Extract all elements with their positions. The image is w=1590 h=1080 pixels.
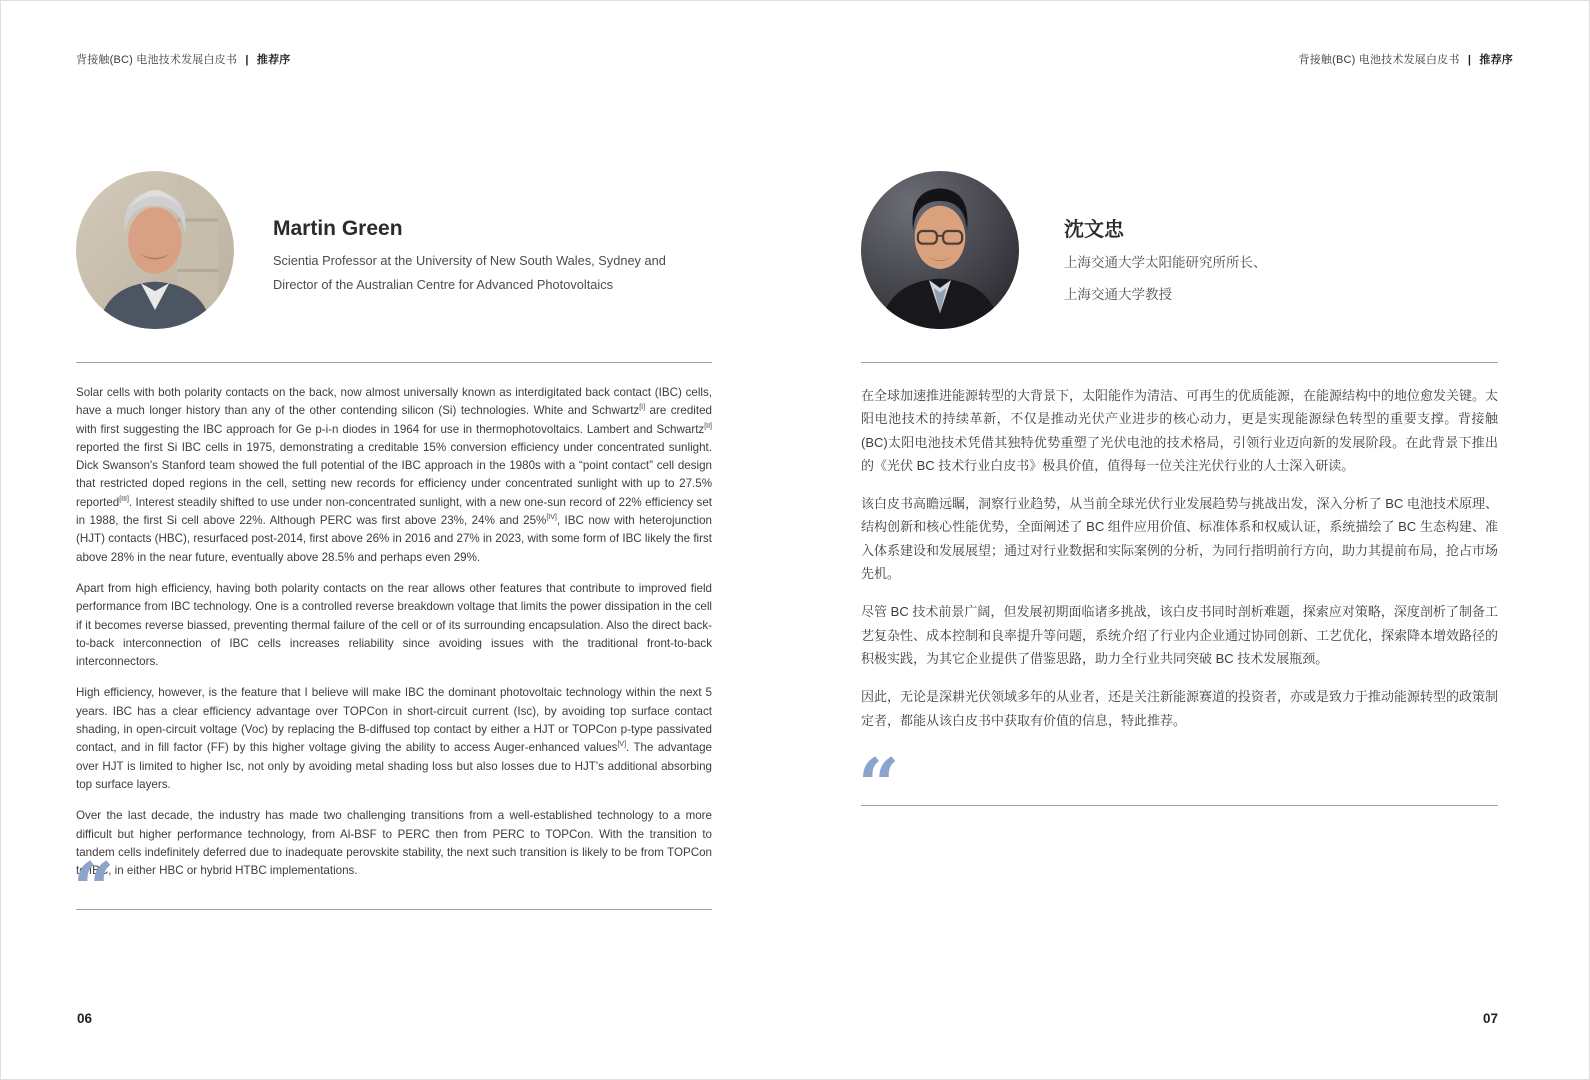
body-paragraph: Apart from high efficiency, having both polarity contacts on the rear allows other features that contribute to improved field performance from IBC technology. One is a controlled reverse breakdown voltage that limits the power dissipation in the cell if it becomes reverse biassed, preventing thermal failure of the cell or of its surrounding encapsulation. Also the direct back-to-back interconnection of IBC cells increases reliability since avoiding issues with the traditional front-to-back interconnectors. — [76, 581, 712, 669]
profile-name-shen-wenzhong: 沈文忠 — [1064, 219, 1124, 241]
martin-green-photo — [76, 171, 234, 329]
body-paragraph: 该白皮书高瞻远瞩，洞察行业趋势，从当前全球光伏行业发展趋势与挑战出发，深入分析了 BC 电池技术原理、结构创新和核心性能优势，全面阐述了 BC 组件应用价值、标准体系和权威认证，系统描绘了 BC 生态构建、准入体系建设和发展展望；通过对行业数据和实际案例的分析，为同行指明前行方向，助力其提前布局，抢占市场先机。 — [861, 496, 1499, 582]
divider — [76, 909, 712, 910]
profile-title-line: 上海交通大学教授 — [1064, 287, 1172, 302]
page-header-right — [1299, 51, 1513, 67]
body-paragraph: High efficiency, however, is the feature that I believe will make IBC the dominant photovoltaic technology within the next 5 years. IBC has a clear efficiency advantage over TOPCon in short-circuit current (Isc), by avoiding top surface contact shading, in open-circuit voltage (Voc) by replacing the B-diffused top contact by either a HJT or TOPCon p-type passivated contact, and in fill factor (FF) by this higher voltage giving the ability to access Auger-enhanced values[V]. The advantage over HJT is limited to higher Isc, not only by avoiding metal shading loss but also losses due to HJT's additional absorbing top surface layers. — [76, 686, 712, 791]
quote-icon: “ — [858, 753, 900, 805]
body-paragraph: Over the last decade, the industry has made two challenging transitions from a well-established technology to a more difficult but higher performance technology, from Al-BSF to PERC then from PERC to TOPCon. With the transition to tandem cells indefinitely deferred due to inadequate perovskite stability, the next such transition is likely to be from TOPCon to IBC, in either HBC or hybrid HTBC implementations. — [76, 809, 712, 878]
page-header-left — [76, 51, 290, 67]
profile-name-martin-green: Martin Green — [273, 217, 403, 240]
quote-icon: “ — [73, 857, 115, 909]
recommendation-text-cn — [861, 384, 1498, 747]
profile-title-martin-green: Scientia Professor at the University of New South Wales, Sydney and Director of the Australian Centre for Advanced Photovoltaics — [273, 253, 666, 292]
profile-title-shen-wenzhong — [1064, 247, 1267, 311]
page-number-right: 07 — [1483, 1011, 1499, 1026]
body-paragraph: 在全球加速推进能源转型的大背景下，太阳能作为清洁、可再生的优质能源，在能源结构中的地位愈发关键。太阳电池技术的持续革新，不仅是推动光伏产业进步的核心动力，更是实现能源绿色转型的重要支撑。背接触(BC)太阳电池技术凭借其独特优势重塑了光伏电池的技术格局，引领行业迈向新的发展阶段。在此背景下推出的《光伏 BC 技术行业白皮书》极具价值，值得每一位关注光伏行业的人士深入研读。 — [861, 388, 1499, 473]
shen-wenzhong-photo — [861, 171, 1019, 329]
section-label: 推荐序 — [1479, 54, 1513, 66]
page-number-left: 06 — [77, 1011, 93, 1026]
divider — [861, 362, 1498, 363]
body-paragraph: 因此，无论是深耕光伏领域多年的从业者，还是关注新能源赛道的投资者，亦或是致力于推动能源转型的政策制定者，都能从该白皮书中获取有价值的信息，特此推荐。 — [861, 689, 1499, 728]
divider — [76, 362, 712, 363]
header-separator: | — [1467, 54, 1472, 66]
body-paragraph: Solar cells with both polarity contacts on the back, now almost universally known as interdigitated back contact (IBC) cells, have a much longer history than any of the other contending silicon (Si) technologies. White and Schwartz[I] are credited with first suggesting the IBC approach for Ge p-i-n diodes in 1964 for use in thermophotovoltaics. Lambert and Schwartz[II] reported the first Si IBC cells in 1975, demonstrating a creditable 15% conversion efficiency under concentrated sunlight. Dick Swanson's Stanford team showed the full potential of the IBC approach in the 1980s with a “point contact” cell design that restricted doped regions in the cell, setting new records for efficiency under concentrated sunlight with up to 27.5% reported[III]. Interest steadily shifted to use under non-concentrated sunlight, with a new one-sun record of 22% efficiency set in 1988, the first Si cell above 22%. Although PERC was first above 23%, 24% and 25%[IV], IBC now with heterojunction (HJT) contacts (HBC), resurfaced post-2014, first above 26% in 2016 and 27% in 2023, with some form of IBC likely the first above 28% in the near future, eventually above 28.5% and perhaps even 29%. — [76, 386, 712, 564]
profile-title-line: 上海交通大学太阳能研究所所长、 — [1064, 255, 1267, 270]
header-separator: | — [245, 54, 249, 66]
divider — [861, 805, 1498, 806]
document-title: 背接触(BC) 电池技术发展白皮书 — [1298, 54, 1460, 66]
recommendation-text-en — [76, 384, 712, 893]
document-title: 背接触(BC) 电池技术发展白皮书 — [76, 54, 238, 66]
body-paragraph: 尽管 BC 技术前景广阔，但发展初期面临诸多挑战，该白皮书同时剖析难题，探索应对策略，深度剖析了制备工艺复杂性、成本控制和良率提升等问题，系统介绍了行业内企业通过协同创新、工艺优化，探索降本增效路径的积极实践，为其它企业提供了借鉴思路，助力全行业共同突破 BC 技术发展瓶颈。 — [861, 604, 1499, 666]
section-label: 推荐序 — [256, 54, 291, 66]
